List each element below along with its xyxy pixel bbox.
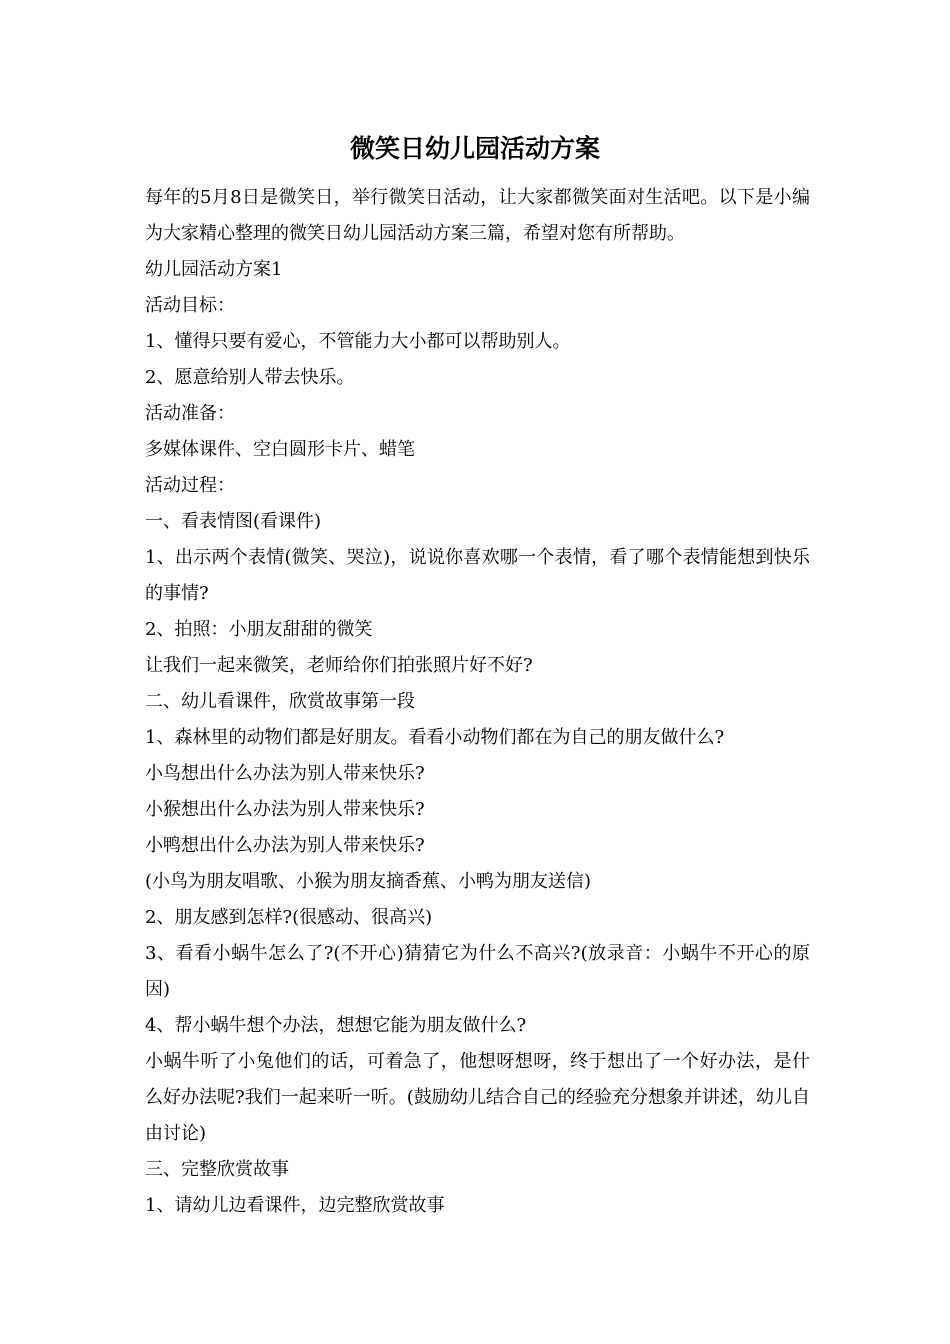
- goal-item-2: 2、愿意给别人带去快乐。: [145, 367, 355, 388]
- heading-activity-process: 活动过程：: [145, 475, 235, 496]
- preparation-materials: 多媒体课件、空白圆形卡片、蜡笔: [145, 439, 415, 460]
- snail-story-paragraph: 小蜗牛听了小兔他们的话，可着急了，他想呀想呀，终于想出了一个好办法，是什么好办法呢?我们一起来听一听。(鼓励幼儿结合自己的经验充分想象并讲述，幼儿自由讨论): [145, 1051, 810, 1144]
- process-step-1-item-2: 2、拍照：小朋友甜甜的微笑: [145, 619, 373, 640]
- heading-activity-preparation: 活动准备：: [145, 403, 235, 424]
- process-step-2-item-1: 1、森林里的动物们都是好朋友。看看小动物们都在为自己的朋友做什么?: [145, 727, 725, 748]
- process-step-3-heading: 三、完整欣赏故事: [145, 1159, 289, 1180]
- process-step-2-item-3: 3、看看小蜗牛怎么了?(不开心)猜猜它为什么不高兴?(放录音：小蜗牛不开心的原因): [145, 943, 810, 1000]
- intro-paragraph: 每年的5月8日是微笑日，举行微笑日活动，让大家都微笑面对生活吧。以下是小编为大家精心整理的微笑日幼儿园活动方案三篇，希望对您有所帮助。: [145, 187, 810, 244]
- process-step-2-item-4: 4、帮小蜗牛想个办法，想想它能为朋友做什么?: [145, 1015, 527, 1036]
- answer-animals: (小鸟为朋友唱歌、小猴为朋友摘香蕉、小鸭为朋友送信): [145, 871, 592, 892]
- process-step-1-text: 让我们一起来微笑，老师给你们拍张照片好不好?: [145, 655, 533, 676]
- process-step-1-heading: 一、看表情图(看课件): [145, 511, 322, 532]
- process-step-2-heading: 二、幼儿看课件，欣赏故事第一段: [145, 691, 415, 712]
- process-step-2-item-2: 2、朋友感到怎样?(很感动、很高兴): [145, 907, 433, 928]
- section-heading-plan-1: 幼儿园活动方案1: [145, 259, 283, 280]
- goal-item-1: 1、懂得只要有爱心，不管能力大小都可以帮助别人。: [145, 331, 571, 352]
- question-duck: 小鸭想出什么办法为别人带来快乐?: [145, 835, 425, 856]
- question-monkey: 小猴想出什么办法为别人带来快乐?: [145, 799, 425, 820]
- document-body: [145, 180, 810, 1224]
- heading-activity-goals: 活动目标：: [145, 295, 235, 316]
- question-bird: 小鸟想出什么办法为别人带来快乐?: [145, 763, 425, 784]
- process-step-3-item-1: 1、请幼儿边看课件，边完整欣赏故事: [145, 1195, 445, 1216]
- document-title: 微笑日幼儿园活动方案: [349, 134, 600, 163]
- process-step-1-item-1: 1、出示两个表情(微笑、哭泣)，说说你喜欢哪一个表情，看了哪个表情能想到快乐的事情?: [145, 547, 810, 604]
